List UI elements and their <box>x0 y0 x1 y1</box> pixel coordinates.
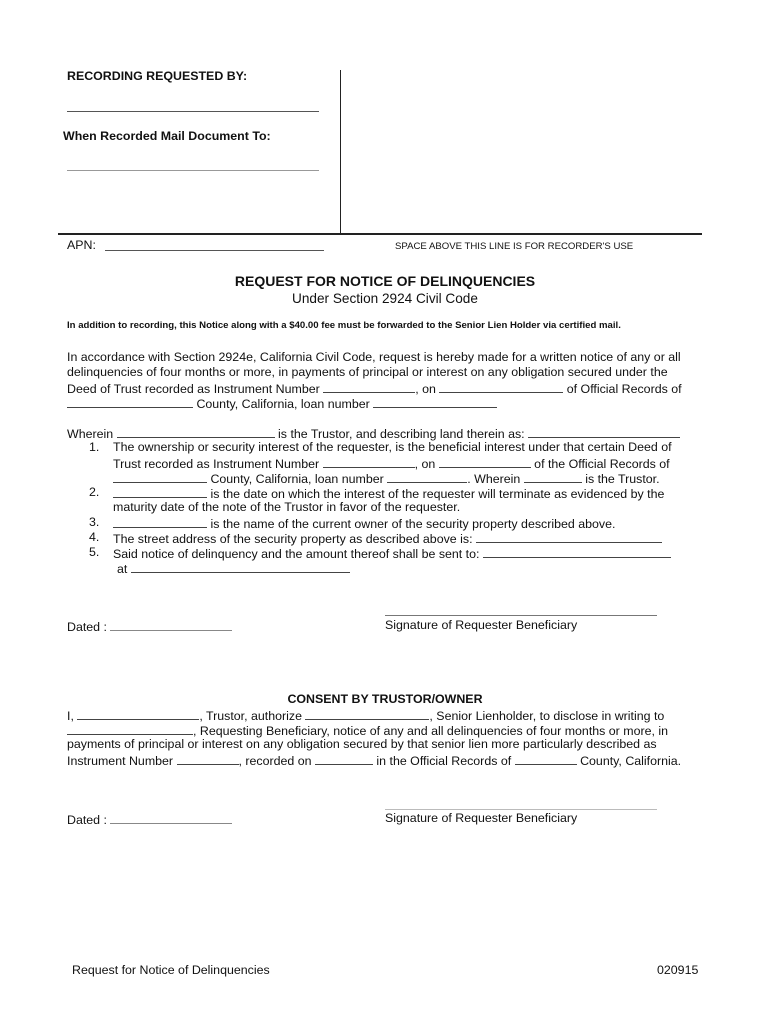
consent-line-4 <box>67 752 681 769</box>
recorded-date-field[interactable] <box>439 380 563 393</box>
send-to-address-field[interactable] <box>131 560 350 573</box>
recording-requested-by-line[interactable] <box>67 111 319 112</box>
intro-on-label: , on <box>415 382 436 396</box>
item-number-1: 1. <box>89 440 100 454</box>
consent-title: CONSENT BY TRUSTOR/OWNER <box>287 692 483 706</box>
item-1-loan-label: County, California, loan number <box>210 472 384 486</box>
dated-2 <box>67 811 232 828</box>
loan-number-field[interactable] <box>373 395 497 408</box>
signature-1-line[interactable] <box>385 615 657 616</box>
consent-line-3: payments of principal or interest on any obligation secured by that senior lien more particularly described as <box>67 737 657 751</box>
consent-lienholder-field[interactable] <box>305 707 429 720</box>
consent-county-field[interactable] <box>515 752 577 765</box>
intro-loan-label: County, California, loan number <box>196 397 370 411</box>
item-number-4: 4. <box>89 530 100 544</box>
dated-1 <box>67 618 232 635</box>
street-address-field[interactable] <box>476 530 662 543</box>
intro-line-4 <box>67 395 497 412</box>
item-1-wherein-label: . Wherein <box>467 472 521 486</box>
consent-beneficiary-field[interactable] <box>67 722 193 735</box>
consent-i-label: I, <box>67 709 74 723</box>
recording-requested-by-label: RECORDING REQUESTED BY: <box>67 69 248 83</box>
consent-records-label: in the Official Records of <box>376 754 512 768</box>
signature-2-label: Signature of Requester Beneficiary <box>385 811 578 825</box>
county-field[interactable] <box>67 395 193 408</box>
signature-1-label: Signature of Requester Beneficiary <box>385 618 578 632</box>
instrument-number-field[interactable] <box>323 380 415 393</box>
intro-instrument-label: Deed of Trust recorded as Instrument Number <box>67 382 320 396</box>
apn-label: APN: <box>67 238 96 252</box>
item-1-trustor-label: is the Trustor. <box>585 472 660 486</box>
intro-line-1: In accordance with Section 2924e, California Civil Code, request is hereby made for a written notice of any or all <box>67 350 681 364</box>
item-1-county-field[interactable] <box>113 470 207 483</box>
trustor-text: is the Trustor, and describing land therein as: <box>278 427 525 441</box>
item-number-2: 2. <box>89 485 100 499</box>
consent-instrument-field[interactable] <box>177 752 239 765</box>
consent-recorded-label: , recorded on <box>238 754 312 768</box>
land-description-field[interactable] <box>528 425 680 438</box>
item-1-trustor-field[interactable] <box>524 470 582 483</box>
item-1-line-1: The ownership or security interest of the requester, is the beneficial interest under that certain Deed of <box>113 440 672 454</box>
item-1-official-records-label: of the Official Records of <box>534 457 670 471</box>
consent-disclose-label: , Senior Lienholder, to disclose in writing to <box>429 709 665 723</box>
item-number-3: 3. <box>89 515 100 529</box>
apn-line[interactable] <box>105 250 324 251</box>
trustor-field[interactable] <box>117 425 275 438</box>
dated-2-field[interactable] <box>110 811 232 824</box>
item-1-instrument-field[interactable] <box>323 455 415 468</box>
footer-title: Request for Notice of Delinquencies <box>72 963 270 977</box>
consent-date-field[interactable] <box>315 752 373 765</box>
mail-to-label: When Recorded Mail Document To: <box>63 129 271 143</box>
item-2-text: is the date on which the interest of the requester will terminate as evidenced by the <box>210 487 665 501</box>
footer-form-number: 020915 <box>657 963 699 977</box>
item-5-text: Said notice of delinquency and the amount thereof shall be sent to: <box>113 547 480 561</box>
vertical-divider <box>340 70 341 234</box>
intro-official-records-label: of Official Records of <box>566 382 682 396</box>
at-label: at <box>117 562 128 576</box>
consent-trustor-field[interactable] <box>77 707 199 720</box>
signature-2-line[interactable] <box>385 809 657 810</box>
item-1-on-label: , on <box>414 457 436 471</box>
consent-instrument-label: Instrument Number <box>67 754 174 768</box>
send-to-field[interactable] <box>483 545 671 558</box>
termination-date-field[interactable] <box>113 485 207 498</box>
intro-line-2: delinquencies of four months or more, in payments of principal or interest on any obligation secured under the <box>67 365 668 379</box>
item-3-text: is the name of the current owner of the security property described above. <box>210 517 616 531</box>
item-1-date-field[interactable] <box>439 455 531 468</box>
page-title: REQUEST FOR NOTICE OF DELINQUENCIES <box>234 273 536 289</box>
page-subtitle: Under Section 2924 Civil Code <box>292 291 478 306</box>
item-1-instrument-label: Trust recorded as Instrument Number <box>113 457 320 471</box>
consent-beneficiary-text: , Requesting Beneficiary, notice of any and all delinquencies of four months or more, in <box>193 724 669 738</box>
item-4-text: The street address of the security property as described above is: <box>113 532 473 546</box>
wherein-label: Wherein <box>67 427 114 441</box>
item-1-loan-field[interactable] <box>387 470 467 483</box>
fee-instruction: In addition to recording, this Notice along with a $40.00 fee must be forwarded to the Senior Lien Holder via certified mail. <box>67 320 621 331</box>
mail-to-line[interactable] <box>67 170 319 171</box>
space-above-note: SPACE ABOVE THIS LINE IS FOR RECORDER'S USE <box>395 241 634 252</box>
dated-1-label: Dated : <box>67 620 107 634</box>
dated-1-field[interactable] <box>110 618 232 631</box>
current-owner-field[interactable] <box>113 515 207 528</box>
item-2-line-2: maturity date of the note of the Trustor in favor of the requester. <box>113 500 461 514</box>
consent-authorize-label: , Trustor, authorize <box>199 709 302 723</box>
consent-county-label: County, California. <box>580 754 682 768</box>
recorder-space-line <box>58 233 702 235</box>
item-5-at-line <box>117 560 350 577</box>
item-number-5: 5. <box>89 545 100 559</box>
dated-2-label: Dated : <box>67 813 107 827</box>
